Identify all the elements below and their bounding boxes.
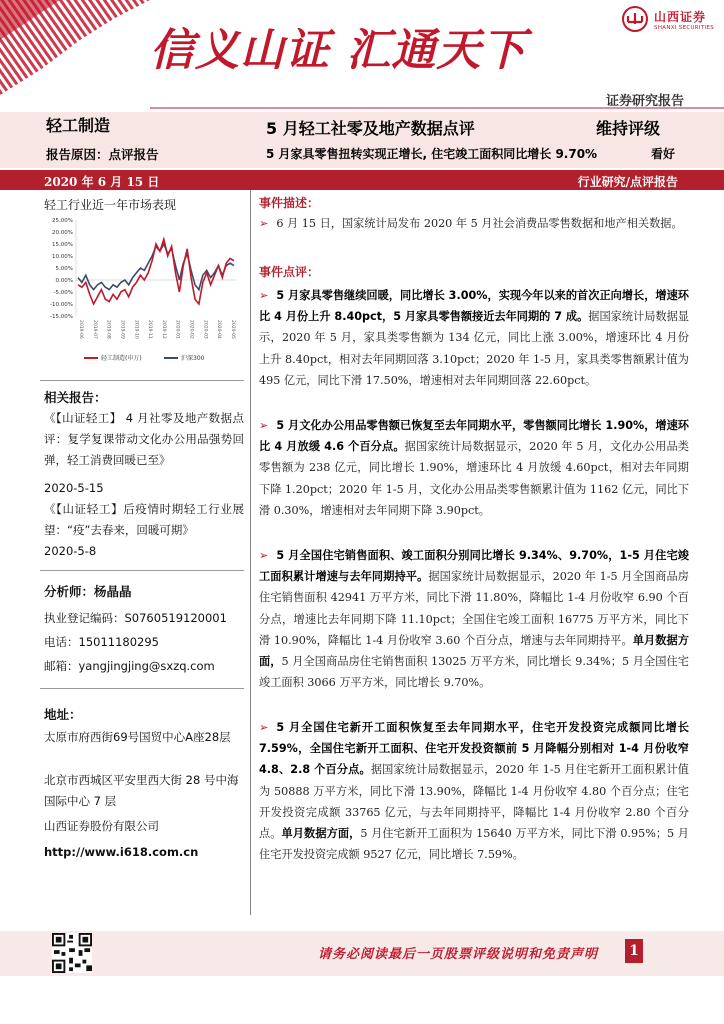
y-tick-label: 15.00%: [52, 242, 73, 248]
y-tick-label: 5.00%: [55, 266, 73, 272]
sidebar-divider: [40, 380, 244, 381]
arrow-bullet-icon: ➢: [259, 289, 269, 302]
x-tick-label: 2019-06: [78, 320, 83, 339]
page-number: 1: [625, 939, 643, 963]
point-body: 据国家统计局数据显示，2020 年 5 月，家具类零售额为 134 亿元，同比上涨 3.00%，增速环比 4 月份上升 8.40pct，相对去年同期回落 3.10pct；2020 年 1-5 月，家具类零售额累计值为 495 亿元，同比下滑 17.50%，增速相对去年同期回落 22.60pct。: [259, 310, 689, 387]
qr-code-icon[interactable]: [52, 933, 92, 973]
comment-point: [259, 717, 689, 865]
arrow-bullet-icon: ➢: [259, 217, 269, 230]
event-description: [259, 213, 689, 234]
logo-name-en: SHANXI SECURITIES: [654, 24, 714, 31]
header-banner: [0, 0, 724, 112]
comment-point: [259, 545, 689, 693]
y-tick-label: 25.00%: [52, 218, 73, 224]
point-body-2: 5 月住宅新开工面积为 15640 万平方米，同比下滑 0.95%；5 月住宅开发投资完成额 9527 亿元，同比增长 7.59%。: [259, 827, 689, 862]
rating: 维持评级: [596, 119, 661, 138]
y-tick-label: -5.00%: [53, 290, 73, 296]
event-comment-heading: 事件点评：: [259, 265, 320, 279]
x-tick-label: 2020-05: [230, 320, 235, 339]
point-lead: 5 月家具零售继续回暖，同比增长 3.00%，实现今年以来的首次正向增长，增速环比 4 月份上升 8.40pct，5 月家具零售额接近去年同期的 7 成。: [259, 289, 689, 324]
x-tick-label: 2020-03: [202, 320, 208, 339]
stance: 看好: [651, 147, 676, 161]
y-tick-label: 10.00%: [52, 254, 73, 260]
series-line: [78, 239, 234, 304]
sidebar-divider: [40, 570, 244, 571]
reference-date: 2020-5-15: [44, 481, 104, 495]
x-tick-label: 2019-11: [147, 320, 153, 339]
address-line: 北京市西城区平安里西大街 28 号中海国际中心 7 层: [44, 773, 239, 808]
website-link[interactable]: http://www.i618.com.cn: [44, 845, 199, 859]
x-tick-label: 2020-04: [216, 320, 222, 339]
logo-name-cn: 山西证券: [654, 9, 707, 24]
reference-item[interactable]: 《【山证轻工】 4 月社零及地产数据点评：复学复课带动文化办公用品强势回弹，轻工消费回暖已至》: [44, 411, 244, 467]
arrow-bullet-icon: ➢: [259, 721, 269, 734]
market-chart: [40, 212, 240, 372]
report-title: 5 月轻工社零及地产数据点评: [266, 119, 475, 138]
analyst-license: 执业登记编码：S0760519120001: [44, 611, 227, 625]
industry-name: 轻工制造: [46, 116, 111, 135]
column-divider: [250, 190, 251, 915]
point-body-2: 5 月全国商品房住宅销售面积 13025 万平方米，同比增长 9.34%；5 月全国住宅竣工面积 3066 万平方米，同比增长 9.70%。: [259, 655, 689, 690]
x-tick-label: 2019-12: [160, 320, 166, 339]
legend-label: 沪深300: [181, 355, 205, 362]
report-category: 行业研究/点评报告: [577, 175, 678, 189]
chart-title: 轻工行业近一年市场表现: [44, 198, 177, 212]
point-lead: 5 月文化办公用品零售额已恢复至去年同期水平，零售额同比增长 1.90%，增速环比 4 月放缓 4.6 个百分点。: [259, 419, 689, 454]
y-tick-label: 0.00%: [55, 278, 73, 284]
y-tick-label: -10.00%: [50, 302, 73, 308]
analyst-email[interactable]: 邮箱：yangjingjing@sxzq.com: [44, 659, 215, 673]
slogan: 信义山证 汇通天下: [150, 25, 527, 76]
point-lead: 5 月全国住宅销售面积、竣工面积分别同比增长 9.34%、9.70%，1-5 月住宅竣工面积累计增速与去年同期持平。: [259, 549, 689, 584]
report-reason: 报告原因：点评报告: [46, 147, 159, 162]
report-subtitle: 5 月家具零售扭转实现正增长, 住宅竣工面积同比增长 9.70%: [266, 147, 598, 161]
address-line: 太原市府西街69号国贸中心A座28层: [44, 730, 231, 744]
x-tick-label: 2020-01: [174, 320, 180, 339]
point-body: 据国家统计局数据显示，2020 年 1-5 月全国商品房住宅销售面积 42941 万平方米，同比下滑 11.80%，降幅比 1-4 月份收窄 6.90 个百分点，增速比去年同期下降 11.10pct；全国住宅竣工面积 16775 万平方米，同比下滑 10.90%，降幅比 1-4 月份收窄 3.60 个百分点，增速与去年同期持平。: [259, 570, 689, 647]
report-kind: 证券研究报告: [605, 94, 684, 109]
report-date: 2020 年 6 月 15 日: [44, 175, 160, 189]
company-logo: [622, 6, 714, 32]
y-tick-label: -15.00%: [50, 314, 73, 320]
point-lead: 5 月全国住宅新开工面积恢复至去年同期水平，住宅开发投资完成额同比增长 7.59%，全国住宅新开工面积、住宅开发投资额前 5 月降幅分别相对 1-4 月份收窄 4.8、2.8 个百分点。: [259, 721, 689, 777]
logo-icon: [622, 6, 648, 32]
comment-point: [259, 285, 689, 391]
analyst-phone: 电话：15011180295: [44, 635, 159, 649]
legend-label: 轻工制造(申万): [101, 355, 142, 362]
point-lead-2: 单月数据方面，: [281, 827, 361, 841]
x-tick-label: 2019-09: [119, 320, 125, 339]
address-heading: 地址：: [44, 707, 82, 722]
event-description-text: 6 月 15 日，国家统计局发布 2020 年 5 月社会消费品零售数据和地产相关数据。: [276, 217, 683, 230]
point-lead-2: 单月数据方面，: [259, 633, 689, 669]
address-line: 山西证券股份有限公司: [44, 819, 159, 833]
point-body: 据国家统计局数据显示，2020 年 5 月，文化办公用品类零售额为 238 亿元，同比增长 1.90%，增速环比 4 月放缓 4.60pct，相对去年同期下降 1.20pct；2020 年 1-5 月，文化办公用品类零售额累计值为 1162 亿元，同比下滑 0.30%，增速相对去年同期下降 3.90pct。: [259, 440, 690, 517]
event-description-heading: 事件描述：: [259, 196, 320, 210]
point-body: 据国家统计局数据显示，2020 年 1-5 月住宅新开工面积累计值为 50888 万平方米，同比下滑 13.90%，降幅比 1-4 月份收窄 4.80 个百分点；住宅开发投资完成额 33765 亿元，与去年同期持平，降幅比 1-4 月份收窄 2.80 个百分点。: [259, 763, 689, 841]
arrow-bullet-icon: ➢: [259, 419, 269, 432]
reference-date: 2020-5-8: [44, 544, 97, 558]
sidebar-divider: [40, 688, 244, 689]
x-tick-label: 2019-10: [133, 320, 139, 339]
y-tick-label: 20.00%: [52, 230, 73, 236]
x-tick-label: 2019-07: [91, 320, 97, 339]
x-tick-label: 2020-02: [188, 320, 194, 339]
arrow-bullet-icon: ➢: [259, 549, 269, 562]
reference-item[interactable]: 《【山证轻工】后疫情时期轻工行业展望：“疫”去春来，回暖可期》: [44, 502, 244, 537]
x-tick-label: 2019-08: [105, 320, 111, 339]
disclaimer: 请务必阅读最后一页股票评级说明和免责声明: [318, 947, 599, 962]
references-heading: 相关报告：: [44, 390, 107, 405]
analyst-name: 分析师：杨晶晶: [44, 584, 132, 599]
comment-point: [259, 415, 689, 521]
